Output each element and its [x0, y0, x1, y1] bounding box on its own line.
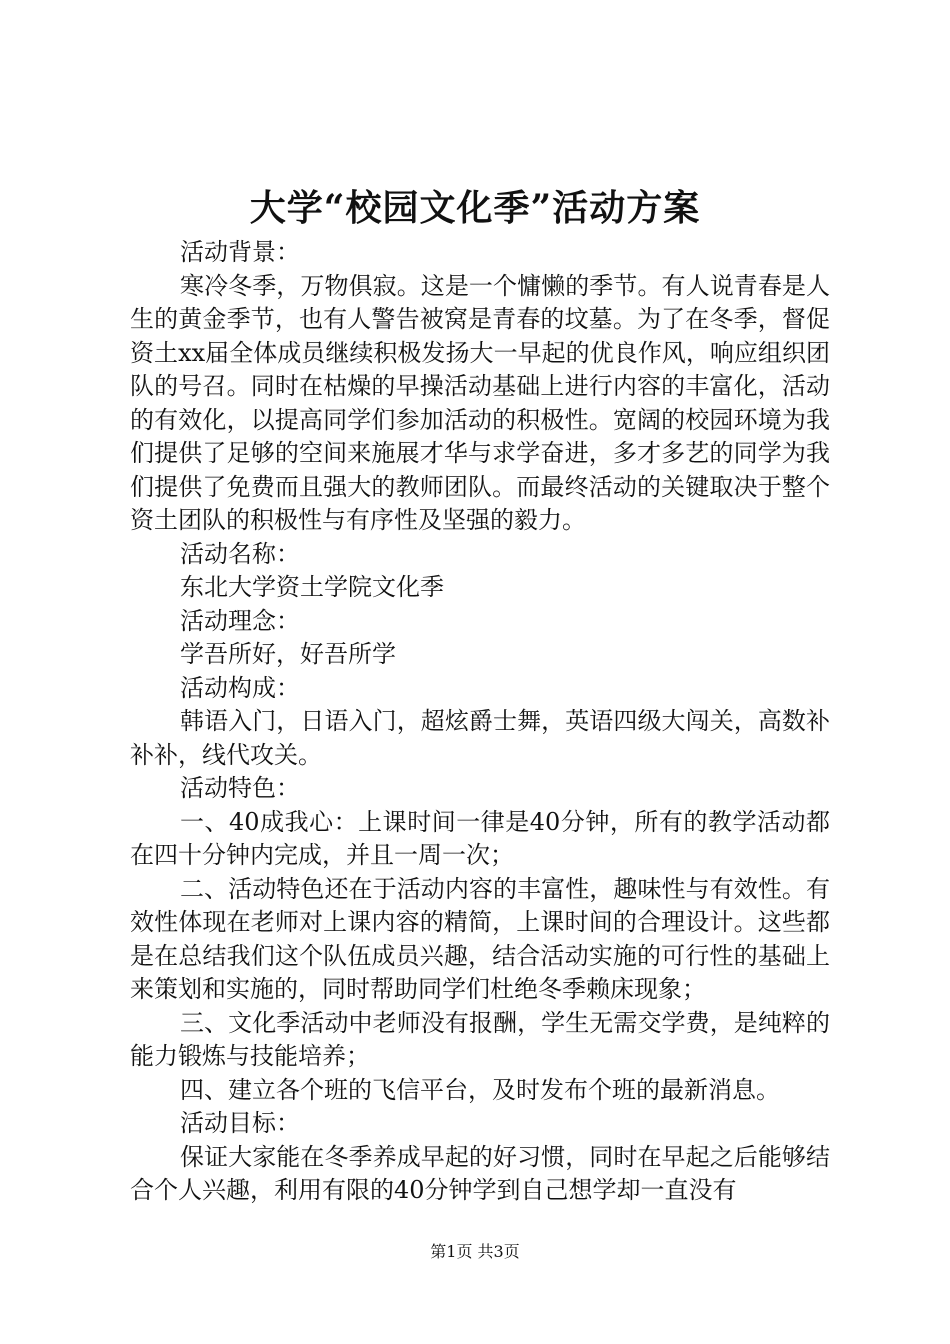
- paragraph-feature-1: 一、40成我心：上课时间一律是40分钟，所有的教学活动都在四十分钟内完成，并且一周一次；: [130, 807, 830, 869]
- page-title: 大学“校园文化季”活动方案: [249, 187, 701, 229]
- page-footer: 第1页 共3页: [430, 1242, 520, 1261]
- paragraph-background-text: 寒冷冬季，万物俱寂。这是一个慵懒的季节。有人说青春是人生的黄金季节，也有人警告被窝是青春的坟墓。为了在冬季，督促资土xx届全体成员继续积极发扬大一早起的优良作风，响应组织团队的号召。同时在枯燥的早操活动基础上进行内容的丰富化，活动的有效化，以提高同学们参加活动的积极性。宽阔的校园环境为我们提供了足够的空间来施展才华与求学奋进，多才多艺的同学为我们提供了免费而且强大的教师团队。而最终活动的关键取决于整个资土团队的积极性与有序性及坚强的毅力。: [130, 271, 830, 534]
- paragraph-section-concept-heading: 活动理念：: [180, 606, 300, 635]
- paragraph-section-name-heading: 活动名称：: [180, 539, 300, 568]
- paragraph-composition-text: 韩语入门，日语入门，超炫爵士舞，英语四级大闯关，高数补补补，线代攻关。: [130, 707, 830, 769]
- paragraph-section-features-heading: 活动特色：: [180, 774, 300, 802]
- paragraph-section-composition-heading: 活动构成：: [180, 673, 300, 702]
- paragraph-name-text: 东北大学资土学院文化季: [180, 573, 444, 601]
- paragraph-section-background-heading: 活动背景：: [180, 238, 300, 266]
- paragraph-feature-4: 四、建立各个班的飞信平台，及时发布个班的最新消息。: [180, 1075, 780, 1104]
- paragraph-concept-text: 学吾所好，好吾所学: [180, 640, 396, 668]
- paragraph-section-goals-heading: 活动目标：: [180, 1109, 300, 1137]
- paragraph-goals-text: 保证大家能在冬季养成早起的好习惯，同时在早起之后能够结合个人兴趣，利用有限的40分钟学到自己想学却一直没有: [130, 1142, 830, 1204]
- paragraph-feature-3: 三、文化季活动中老师没有报酬，学生无需交学费，是纯粹的能力锻炼与技能培养；: [130, 1008, 830, 1070]
- paragraph-feature-2: 二、活动特色还在于活动内容的丰富性，趣味性与有效性。有效性体现在老师对上课内容的精简，上课时间的合理设计。这些都是在总结我们这个队伍成员兴趣，结合活动实施的可行性的基础上来策划和实施的，同时帮助同学们杜绝冬季赖床现象；: [130, 874, 830, 1003]
- document-body: [130, 236, 830, 1208]
